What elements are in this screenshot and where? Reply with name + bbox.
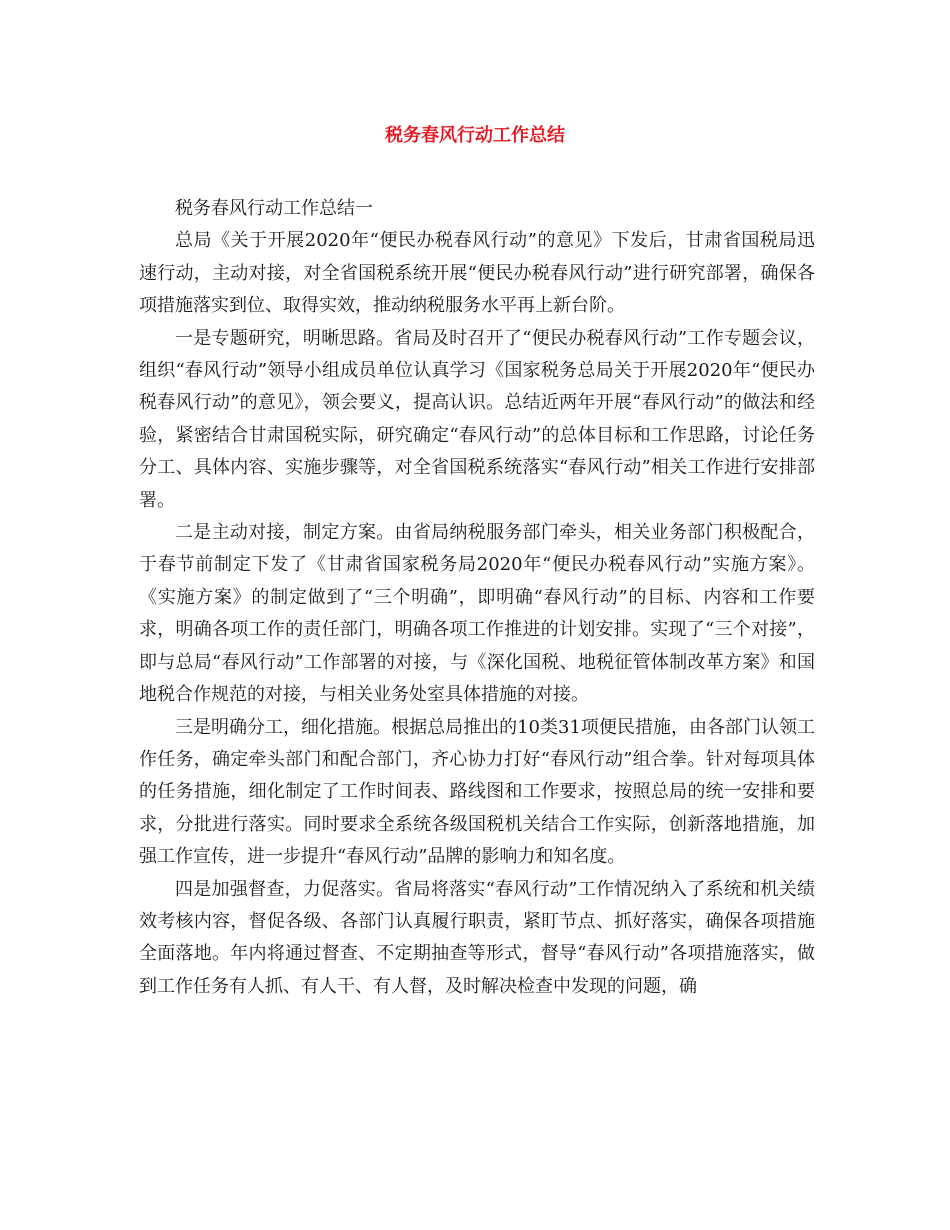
paragraph-intro: 总局《关于开展2020年“便民办税春风行动”的意见》下发后，甘肃省国税局迅速行动，主动对接，对全省国税系统开展“便民办税春风行动”进行研究部署，确保各项措施落实到位、取得实效，推动纳税服务水平再上新台阶。 <box>139 230 815 317</box>
document-title: 税务春风行动工作总结 <box>385 125 565 146</box>
document-body <box>139 193 815 1003</box>
paragraph-point-4: 四是加强督查，力促落实。省局将落实“春风行动”工作情况纳入了系统和机关绩效考核内容，督促各级、各部门认真履行职责，紧盯节点、抓好落实，确保各项措施全面落地。年内将通过督查、不定期抽查等形式，督导“春风行动”各项措施落实，做到工作任务有人抓、有人干、有人督，及时解决检查中发现的问题，确 <box>139 878 815 997</box>
paragraph-heading: 税务春风行动工作总结一 <box>175 198 373 219</box>
paragraph-point-2: 二是主动对接，制定方案。由省局纳税服务部门牵头，相关业务部门积极配合，于春节前制定下发了《甘肃省国家税务局2020年“便民办税春风行动”实施方案》。《实施方案》的制定做到了“三个明确”，即明确“春风行动”的目标、内容和工作要求，明确各项工作的责任部门，明确各项工作推进的计划安排。实现了“三个对接”，即与总局“春风行动”工作部署的对接，与《深化国税、地税征管体制改革方案》和国地税合作规范的对接，与相关业务处室具体措施的对接。 <box>139 522 815 706</box>
paragraph-point-1: 一是专题研究，明晰思路。省局及时召开了“便民办税春风行动”工作专题会议，组织“春风行动”领导小组成员单位认真学习《国家税务总局关于开展2020年“便民办税春风行动”的意见》，领会要义，提高认识。总结近两年开展“春风行动”的做法和经验，紧密结合甘肃国税实际，研究确定“春风行动”的总体目标和工作思路，讨论任务分工、具体内容、实施步骤等，对全省国税系统落实“春风行动”相关工作进行安排部署。 <box>139 327 815 511</box>
paragraph-point-3: 三是明确分工，细化措施。根据总局推出的10类31项便民措施，由各部门认领工作任务，确定牵头部门和配合部门，齐心协力打好“春风行动”组合拳。针对每项具体的任务措施，细化制定了工作时间表、路线图和工作要求，按照总局的统一安排和要求，分批进行落实。同时要求全系统各级国税机关结合工作实际，创新落地措施，加强工作宣传，进一步提升“春风行动”品牌的影响力和知名度。 <box>139 716 815 868</box>
